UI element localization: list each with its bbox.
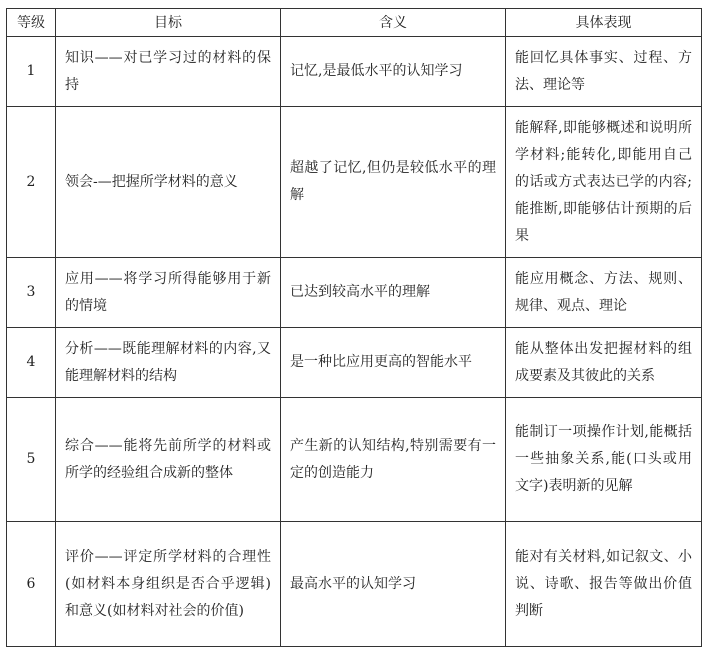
behavior-cell: 能制订一项操作计划,能概括一些抽象关系,能(口头或用文字)表明新的见解 bbox=[506, 398, 702, 522]
header-row bbox=[7, 9, 702, 37]
table-row bbox=[7, 37, 702, 107]
goal-cell: 分析——既能理解材料的内容,又能理解材料的结构 bbox=[56, 328, 281, 398]
meaning-cell: 产生新的认知结构,特别需要有一定的创造能力 bbox=[281, 398, 506, 522]
level-cell: 5 bbox=[7, 398, 56, 522]
table-row bbox=[7, 107, 702, 258]
table-row bbox=[7, 328, 702, 398]
behavior-cell: 能回忆具体事实、过程、方法、理论等 bbox=[506, 37, 702, 107]
goal-cell: 知识——对已学习过的材料的保持 bbox=[56, 37, 281, 107]
meaning-cell: 是一种比应用更高的智能水平 bbox=[281, 328, 506, 398]
behavior-cell: 能从整体出发把握材料的组成要素及其彼此的关系 bbox=[506, 328, 702, 398]
level-cell: 1 bbox=[7, 37, 56, 107]
table-row bbox=[7, 398, 702, 522]
goal-cell: 评价——评定所学材料的合理性(如材料本身组织是否合乎逻辑)和意义(如材料对社会的价值) bbox=[56, 522, 281, 647]
level-cell: 3 bbox=[7, 258, 56, 328]
header-level: 等级 bbox=[7, 9, 56, 37]
meaning-cell: 记忆,是最低水平的认知学习 bbox=[281, 37, 506, 107]
table-row bbox=[7, 522, 702, 647]
level-cell: 6 bbox=[7, 522, 56, 647]
meaning-cell: 超越了记忆,但仍是较低水平的理解 bbox=[281, 107, 506, 258]
header-goal: 目标 bbox=[56, 9, 281, 37]
behavior-cell: 能应用概念、方法、规则、规律、观点、理论 bbox=[506, 258, 702, 328]
level-cell: 2 bbox=[7, 107, 56, 258]
learning-objectives-table bbox=[6, 8, 702, 647]
table-row bbox=[7, 258, 702, 328]
meaning-cell: 最高水平的认知学习 bbox=[281, 522, 506, 647]
header-behavior: 具体表现 bbox=[506, 9, 702, 37]
level-cell: 4 bbox=[7, 328, 56, 398]
behavior-cell: 能解释,即能够概述和说明所学材料;能转化,即能用自己的话或方式表达已学的内容;能推断,即能够估计预期的后果 bbox=[506, 107, 702, 258]
meaning-cell: 已达到较高水平的理解 bbox=[281, 258, 506, 328]
goal-cell: 应用——将学习所得能够用于新的情境 bbox=[56, 258, 281, 328]
behavior-cell: 能对有关材料,如记叙文、小说、诗歌、报告等做出价值判断 bbox=[506, 522, 702, 647]
goal-cell: 综合——能将先前所学的材料或所学的经验组合成新的整体 bbox=[56, 398, 281, 522]
goal-cell: 领会-—把握所学材料的意义 bbox=[56, 107, 281, 258]
header-meaning: 含义 bbox=[281, 9, 506, 37]
